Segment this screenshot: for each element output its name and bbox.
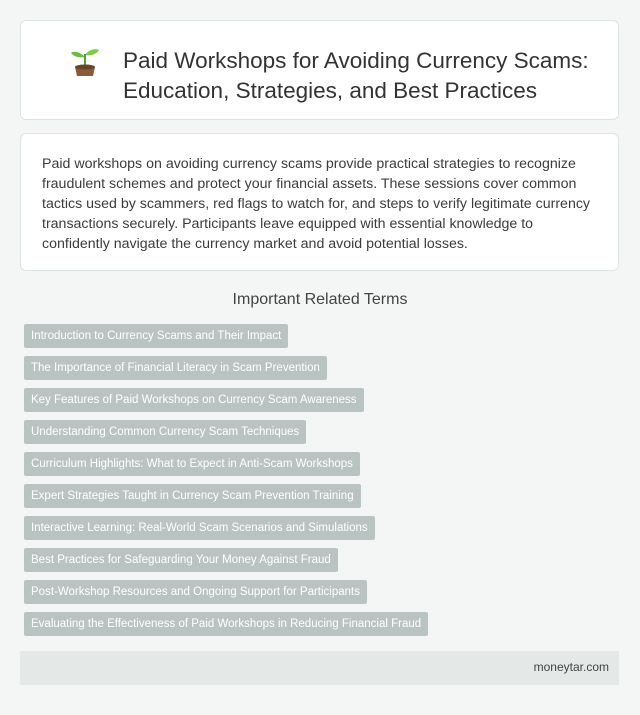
related-terms-list — [24, 324, 624, 644]
page-title: Paid Workshops for Avoiding Currency Scams: Education, Strategies, and Best Practices — [123, 48, 589, 103]
summary-card — [20, 133, 619, 271]
related-term-link[interactable]: Interactive Learning: Real-World Scam Scenarios and Simulations — [24, 516, 375, 540]
related-term-link[interactable]: The Importance of Financial Literacy in Scam Prevention — [24, 356, 327, 380]
title-card — [20, 20, 619, 120]
seedling-icon — [69, 43, 101, 77]
footer-site-name[interactable]: moneytar.com — [533, 660, 609, 674]
related-term-link[interactable]: Evaluating the Effectiveness of Paid Workshops in Reducing Financial Fraud — [24, 612, 428, 636]
related-term-link[interactable]: Curriculum Highlights: What to Expect in Anti-Scam Workshops — [24, 452, 360, 476]
footer — [20, 651, 619, 685]
related-term-link[interactable]: Best Practices for Safeguarding Your Money Against Fraud — [24, 548, 338, 572]
related-term-link[interactable]: Key Features of Paid Workshops on Currency Scam Awareness — [24, 388, 364, 412]
related-term-link[interactable]: Understanding Common Currency Scam Techniques — [24, 420, 306, 444]
related-term-link[interactable]: Post-Workshop Resources and Ongoing Support for Participants — [24, 580, 367, 604]
related-term-link[interactable]: Introduction to Currency Scams and Their Impact — [24, 324, 288, 348]
related-term-link[interactable]: Expert Strategies Taught in Currency Scam Prevention Training — [24, 484, 361, 508]
related-terms-heading: Important Related Terms — [232, 291, 408, 308]
summary-text: Paid workshops on avoiding currency scams provide practical strategies to recognize fraudulent schemes and protect your financial assets. These sessions cover common tactics used by scammers, red flags to watch for, and steps to verify legitimate currency transactions securely. Participants leave equipped with essential knowledge to confidently navigate the currency market and avoid potential losses. — [42, 156, 591, 252]
